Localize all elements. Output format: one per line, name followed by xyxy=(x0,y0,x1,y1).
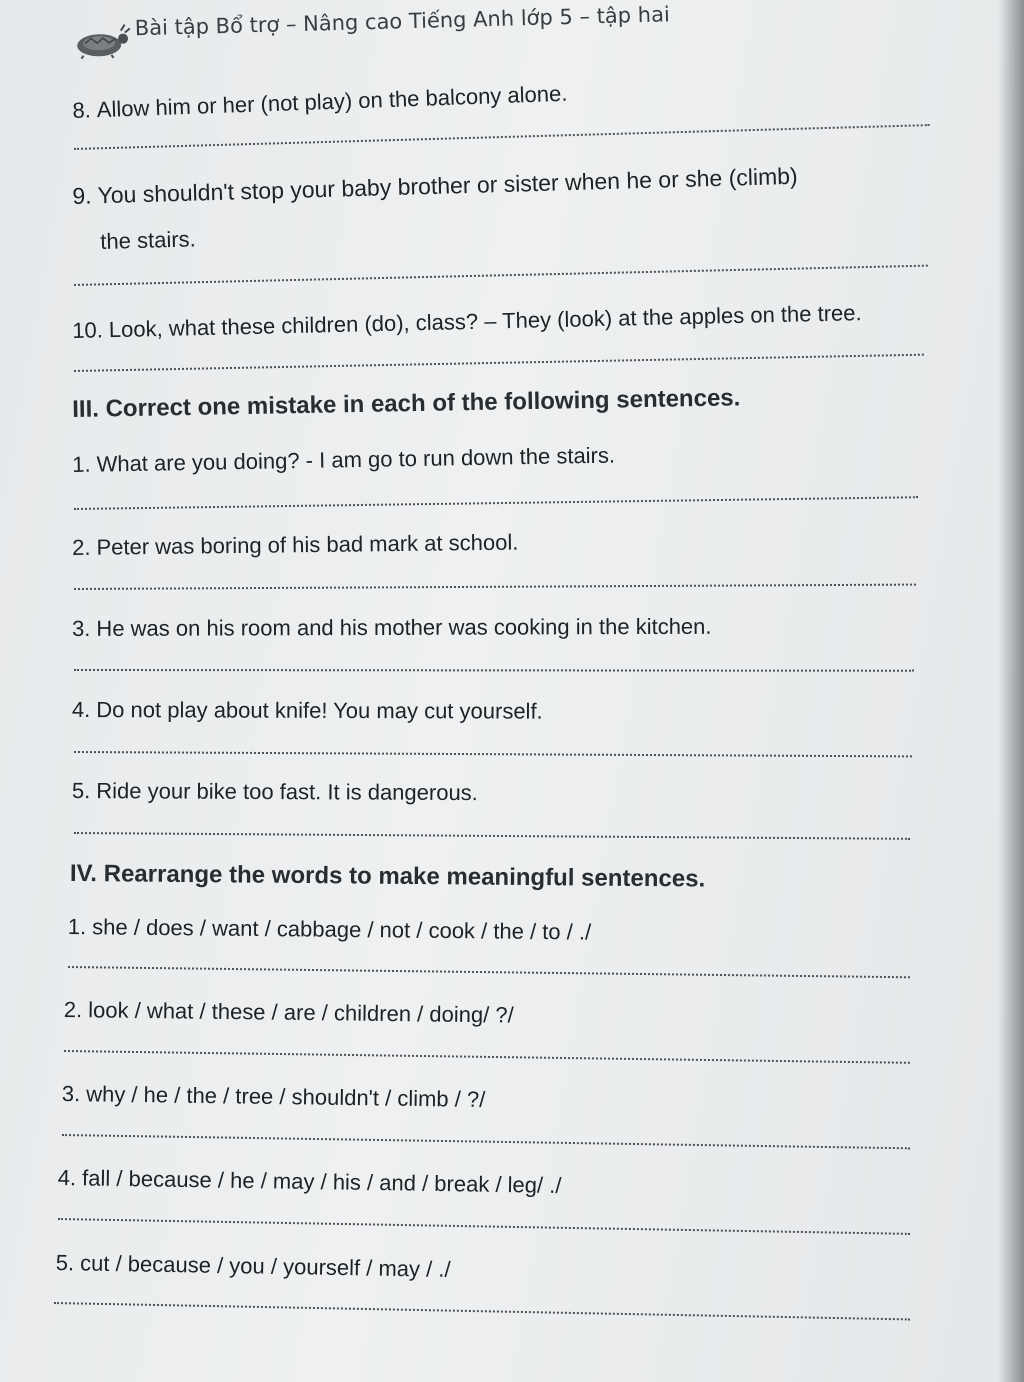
item-text: why / he / the / tree / shouldn't / climb / ?/ xyxy=(86,1081,486,1112)
item-text-continued: the stairs. xyxy=(100,226,197,254)
exercise-item-8 xyxy=(72,81,568,124)
item-number: 9. xyxy=(72,182,92,209)
item-number: 5. xyxy=(71,778,91,804)
header-title: Bài tập Bổ trợ – Nâng cao Tiếng Anh lớp 5 – tập hai xyxy=(134,2,671,41)
page-edge-shadow xyxy=(998,0,1024,1382)
item-number: 5. xyxy=(55,1250,75,1276)
answer-line xyxy=(74,265,928,286)
page-header xyxy=(70,0,711,64)
rearrange-item-2 xyxy=(64,997,514,1028)
rearrange-item-5 xyxy=(56,1250,451,1283)
item-number: 4. xyxy=(57,1165,77,1191)
exercise-item-9 xyxy=(72,163,798,210)
answer-line xyxy=(74,584,916,590)
item-number: 2. xyxy=(63,997,83,1023)
correction-item-2 xyxy=(72,530,519,561)
section-4-heading: IV. Rearrange the words to make meaningful sentences. xyxy=(69,860,706,893)
correction-item-1 xyxy=(72,443,615,478)
item-text: Allow him or her (not play) on the balcony alone. xyxy=(96,80,568,123)
answer-line xyxy=(68,966,910,978)
answer-line xyxy=(74,669,914,672)
answer-line xyxy=(62,1134,910,1149)
answer-line xyxy=(74,354,924,372)
rearrange-item-1 xyxy=(68,914,592,945)
item-number: 4. xyxy=(71,697,91,723)
rearrange-item-3 xyxy=(62,1081,486,1113)
item-number: 8. xyxy=(72,97,92,123)
item-text: You shouldn't stop your baby brother or sister when he or she (climb) xyxy=(97,162,798,209)
correction-item-3 xyxy=(72,614,712,642)
answer-line xyxy=(74,832,910,840)
item-text: fall / because / he / may / his / and / break / leg/ ./ xyxy=(81,1165,562,1198)
item-number: 1. xyxy=(72,451,91,477)
section-3-heading: III. Correct one mistake in each of the following sentences. xyxy=(72,384,741,423)
item-text: Peter was boring of his bad mark at school. xyxy=(96,529,519,560)
rearrange-item-4 xyxy=(58,1165,562,1199)
answer-line xyxy=(74,496,918,510)
answer-line xyxy=(74,124,930,150)
item-number: 1. xyxy=(67,914,87,940)
correction-item-5 xyxy=(72,778,478,806)
item-text: He was on his room and his mother was cooking in the kitchen. xyxy=(96,613,712,641)
correction-item-4 xyxy=(72,697,543,725)
item-number: 2. xyxy=(72,534,91,560)
item-text: What are you doing? - I am go to run down the stairs. xyxy=(96,442,616,477)
turtle-icon xyxy=(71,22,132,60)
item-text: she / does / want / cabbage / not / cook / the / to / ./ xyxy=(92,914,592,945)
answer-line xyxy=(74,751,912,757)
item-number: 3. xyxy=(61,1081,81,1107)
item-text: Ride your bike too fast. It is dangerous. xyxy=(96,778,478,806)
exercise-item-10 xyxy=(72,300,862,344)
item-number: 10. xyxy=(72,317,104,343)
item-number: 3. xyxy=(72,615,91,641)
answer-line xyxy=(64,1050,910,1064)
item-text: cut / because / you / yourself / may / ./ xyxy=(79,1250,451,1282)
item-text: Do not play about knife! You may cut yourself. xyxy=(96,697,543,724)
answer-line xyxy=(54,1302,910,1320)
answer-line xyxy=(58,1218,910,1235)
item-text: look / what / these / are / children / doing/ ?/ xyxy=(88,997,514,1028)
item-text: Look, what these children (do), class? – They (look) at the apples on the tree. xyxy=(108,300,862,343)
